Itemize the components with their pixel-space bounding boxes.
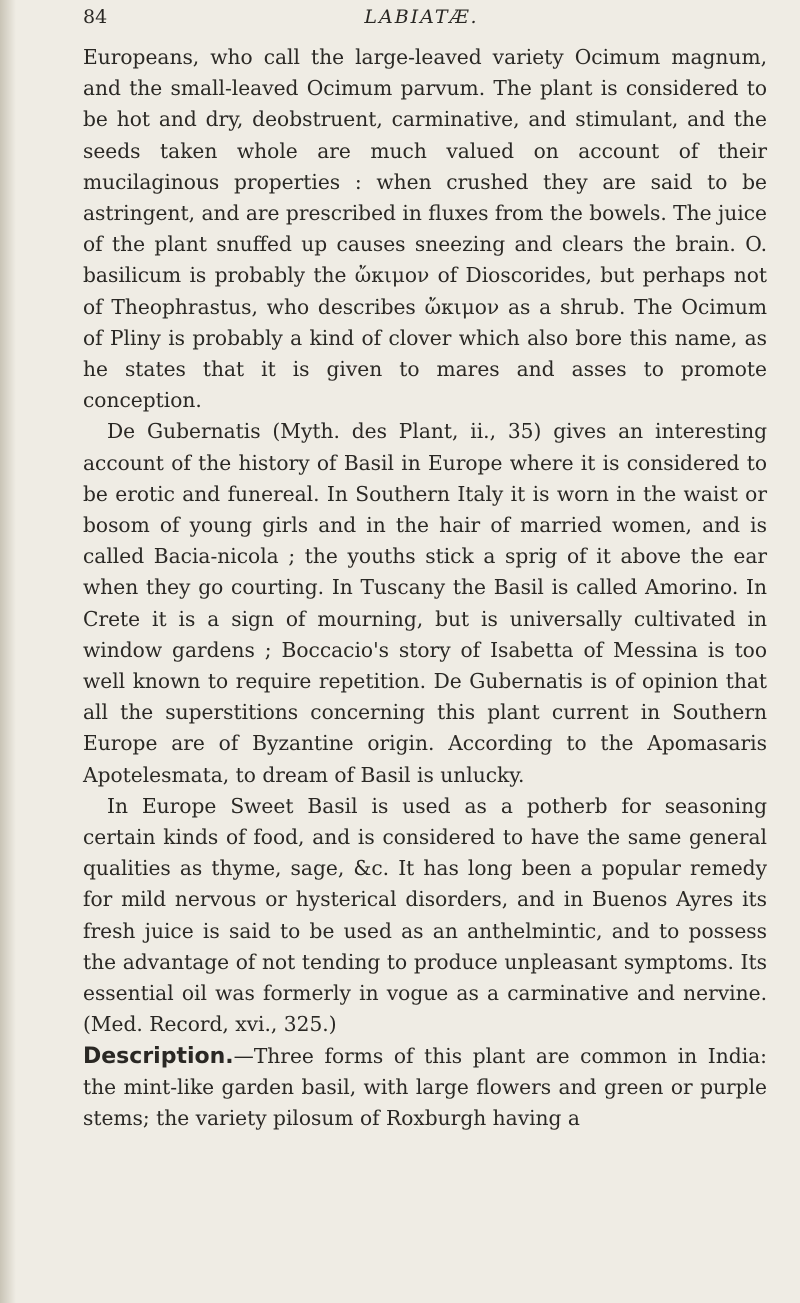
description-text: —Three forms of this plant are common in India: the mint-like garden basil, with large flowers and green or purple stems; the variety pilosum of Roxburgh having a [83,1043,767,1130]
paragraph-sweet-basil-uses: In Europe Sweet Basil is used as a potherb for seasoning certain kinds of food, and is considered to have the same general qualities as thyme, sage, &c. It has long been a popular remedy for mild nervous or hysterical disorders, and in Buenos Ayres its fresh juice is said to be used as an anthelmintic, and to possess the advantage of not tending to produce unpleasant symptoms. Its essential oil was formerly in vogue as a carminative and nervine. (Med. Record, xvi., 325.) [83,793,767,1037]
paragraph-europeans: Europeans, who call the large-leaved variety Ocimum magnum, and the small-leaved Ocimum parvum. The plant is considered to be hot and dry, deobstruent, carminative, and stimulant, and the seeds taken whole are much valued on account of their mucilaginous properties : when crushed they are said to be astringent, and are prescribed in fluxes from the bowels. The juice of the plant snuffed up causes sneezing and clears the brain. O. basilicum is probably the ὤκιμον of Dioscorides, but perhaps not of Theophrastus, who describes ὤκιμον as a shrub. The Ocimum of Pliny is probably a kind of clover which also bore this name, as he states that it is given to mares and asses to promote conception. [83,45,767,413]
paragraph-description [83,1041,767,1135]
description-heading: Description. [83,1043,234,1069]
page-number: 84 [83,6,108,28]
page-gutter-shadow [0,0,16,1303]
paragraph-de-gubernatis: De Gubernatis (Myth. des Plant, ii., 35) gives an interesting account of the history of Basil in Europe where it is considered to be erotic and funereal. In Southern Italy it is worn in the waist or bosom of young girls and in the hair of married women, and is called Bacia-nicola ; the youths stick a sprig of it above the ear when they go courting. In Tuscany the Basil is called Amorino. In Crete it is a sign of mourning, but is universally cultivated in window gardens ; Boccacio's story of Isabetta of Messina is too well known to require repetition. De Gubernatis is of opinion that all the superstitions concerning this plant current in Southern Europe are of Byzantine origin. According to the Apomasaris Apotelesmata, to dream of Basil is unlucky. [83,419,767,787]
body-text [83,42,767,1134]
page-header [83,6,760,36]
running-head: LABIATÆ. [364,6,479,28]
